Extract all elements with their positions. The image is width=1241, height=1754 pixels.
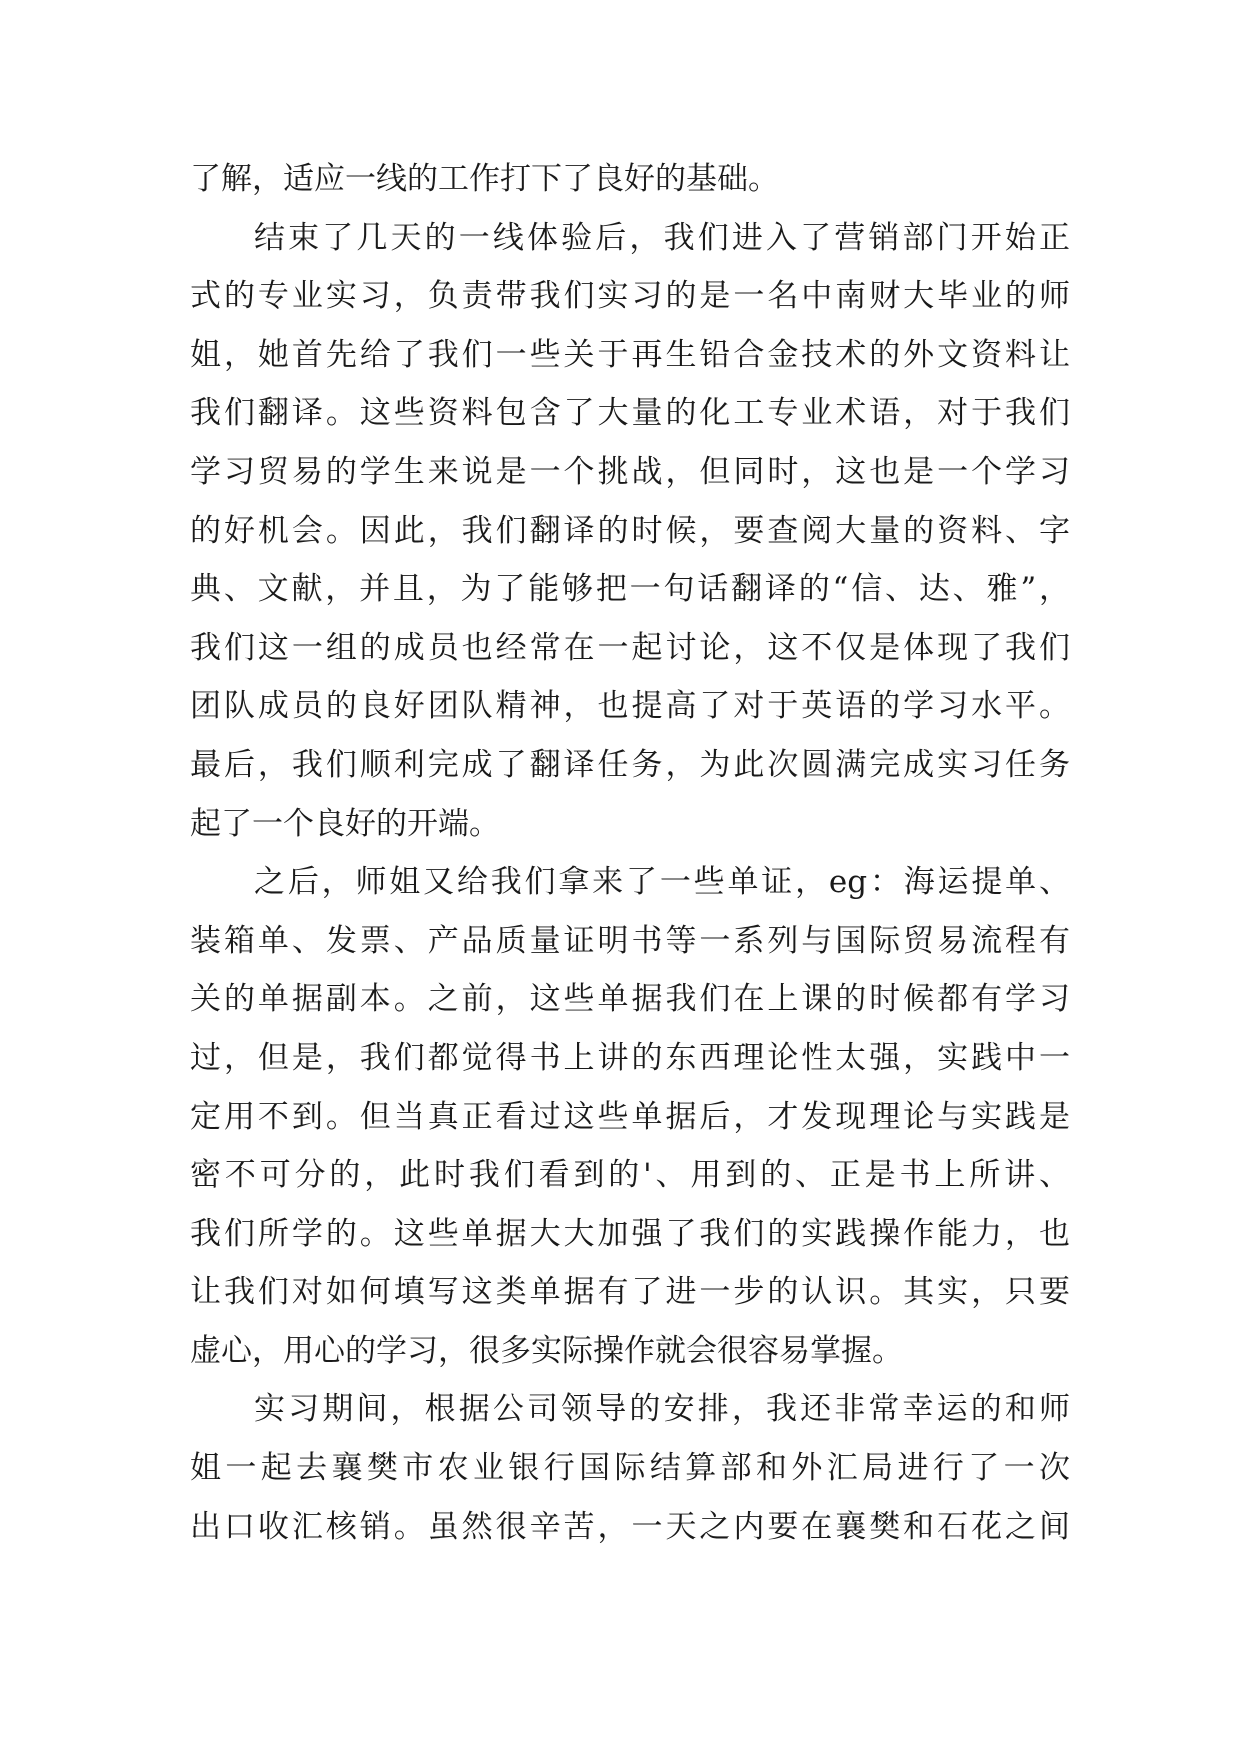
paragraph-first-line: 结束了几天的一线体验后，我们进入了营销部门开始正 [254, 219, 1070, 256]
text-line: 我们所学的。这些单据大大加强了我们的实践操作能力，也 [190, 1215, 1070, 1252]
text-line: 关的单据副本。之前，这些单据我们在上课的时候都有学习 [190, 981, 1070, 1018]
text-line: 起了一个良好的开端。 [190, 805, 500, 842]
text-line: 的好机会。因此，我们翻译的时候，要查阅大量的资料、字 [190, 512, 1070, 549]
text-line: 式的专业实习，负责带我们实习的是一名中南财大毕业的师 [190, 278, 1070, 315]
text-line: 典、文献，并且，为了能够把一句话翻译的“信、达、雅”， [190, 571, 1070, 608]
text-line: 出口收汇核销。虽然很辛苦，一天之内要在襄樊和石花之间 [190, 1508, 1070, 1545]
text-line: 让我们对如何填写这类单据有了进一步的认识。其实，只要 [190, 1274, 1070, 1311]
text-line: 姐一起去襄樊市农业银行国际结算部和外汇局进行了一次 [190, 1450, 1070, 1487]
paragraph-first-line: 实习期间，根据公司领导的安排，我还非常幸运的和师 [254, 1391, 1070, 1428]
text-line: 我们翻译。这些资料包含了大量的化工专业术语，对于我们 [190, 395, 1070, 432]
text-line: 最后，我们顺利完成了翻译任务，为此次圆满完成实习任务 [190, 746, 1070, 783]
text-line: 学习贸易的学生来说是一个挑战，但同时，这也是一个学习 [190, 453, 1070, 490]
text-line: 我们这一组的成员也经常在一起讨论，这不仅是体现了我们 [190, 629, 1070, 666]
text-line: 团队成员的良好团队精神，也提高了对于英语的学习水平。 [190, 688, 1070, 725]
text-line: 过，但是，我们都觉得书上讲的东西理论性太强，实践中一 [190, 1039, 1070, 1076]
paragraph-first-line: 之后，师姐又给我们拿来了一些单证，eg：海运提单、 [254, 864, 1070, 901]
text-line: 虚心，用心的学习，很多实际操作就会很容易掌握。 [190, 1332, 903, 1369]
text-line: 定用不到。但当真正看过这些单据后，才发现理论与实践是 [190, 1098, 1070, 1135]
text-line: 姐，她首先给了我们一些关于再生铅合金技术的外文资料让 [190, 336, 1070, 373]
body-text [190, 150, 1070, 1556]
text-line: 密不可分的，此时我们看到的'、用到的、正是书上所讲、 [190, 1157, 1070, 1194]
text-line: 了解，适应一线的工作打下了良好的基础。 [190, 161, 779, 197]
text-line: 装箱单、发票、产品质量证明书等一系列与国际贸易流程有 [190, 922, 1070, 959]
